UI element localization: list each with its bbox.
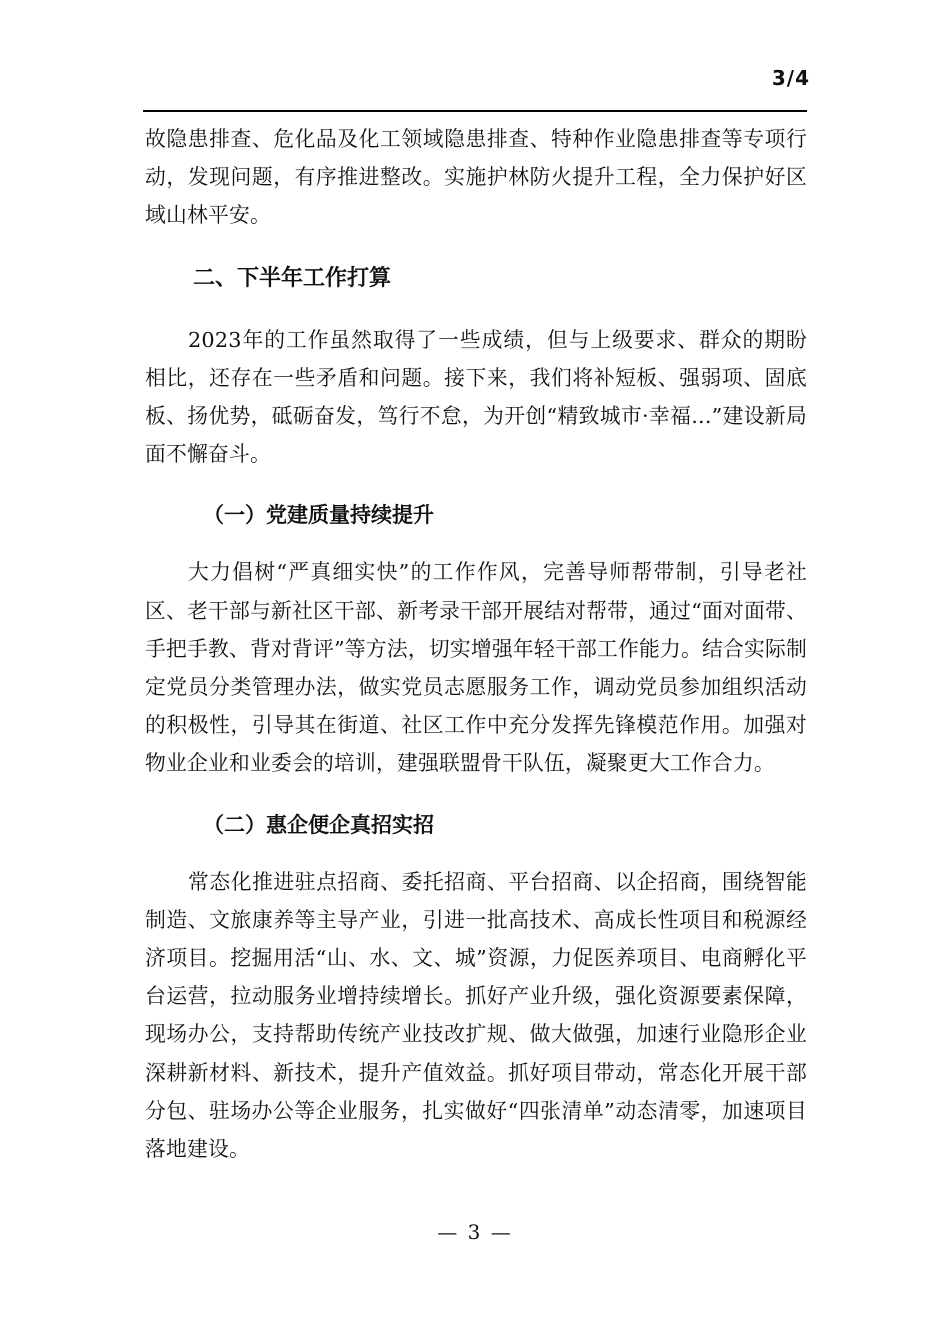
header-rule	[143, 110, 807, 112]
continued-paragraph: 故隐患排查、危化品及化工领域隐患排查、特种作业隐患排查等专项行动，发现问题，有序推进整改。实施护林防火提升工程，全力保护好区域山林平安。	[145, 127, 807, 228]
subsection-paragraph-2: 常态化推进驻点招商、委托招商、平台招商、以企招商，围绕智能制造、文旅康养等主导产业，引进一批高技术、高成长性项目和税源经济项目。挖掘用活“山、水、文、城”资源，力促医养项目、电商孵化平台运营，拉动服务业增持续增长。抓好产业升级，强化资源要素保障，现场办公，支持帮助传统产业技改扩规、做大做强，加速行业隐形企业深耕新材料、新技术，提升产值效益。抓好项目带动，常态化开展干部分包、驻场办公等企业服务，扎实做好“四张清单”动态清零，加速项目落地建设。	[145, 869, 807, 1162]
subsection-paragraph-1: 大力倡树“严真细实快”的工作作风，完善导师帮带制，引导老社区、老干部与新社区干部、新考录干部开展结对帮带，通过“面对面带、手把手教、背对背评”等方法，切实增强年轻干部工作能力。结合实际制定党员分类管理办法，做实党员志愿服务工作，调动党员参加组织活动的积极性，引导其在街道、社区工作中充分发挥先锋模范作用。加强对物业企业和业委会的培训，建强联盟骨干队伍，凝聚更大工作合力。	[145, 560, 807, 776]
section-heading: 二、下半年工作打算	[193, 265, 392, 291]
page-number-footer: — 3 —	[437, 1220, 513, 1244]
page-counter: 3/4	[771, 66, 810, 90]
document-body	[145, 120, 807, 1168]
subsection-heading-1: （一）党建质量持续提升	[203, 503, 434, 528]
intro-paragraph: 2023年的工作虽然取得了一些成绩，但与上级要求、群众的期盼相比，还存在一些矛盾和问题。接下来，我们将补短板、强弱项、固底板、扬优势，砥砺奋发，笃行不怠，为开创“精致城市·幸福...”建设新局面不懈奋斗。	[145, 327, 807, 467]
subsection-heading-2: （二）惠企便企真招实招	[203, 812, 434, 837]
